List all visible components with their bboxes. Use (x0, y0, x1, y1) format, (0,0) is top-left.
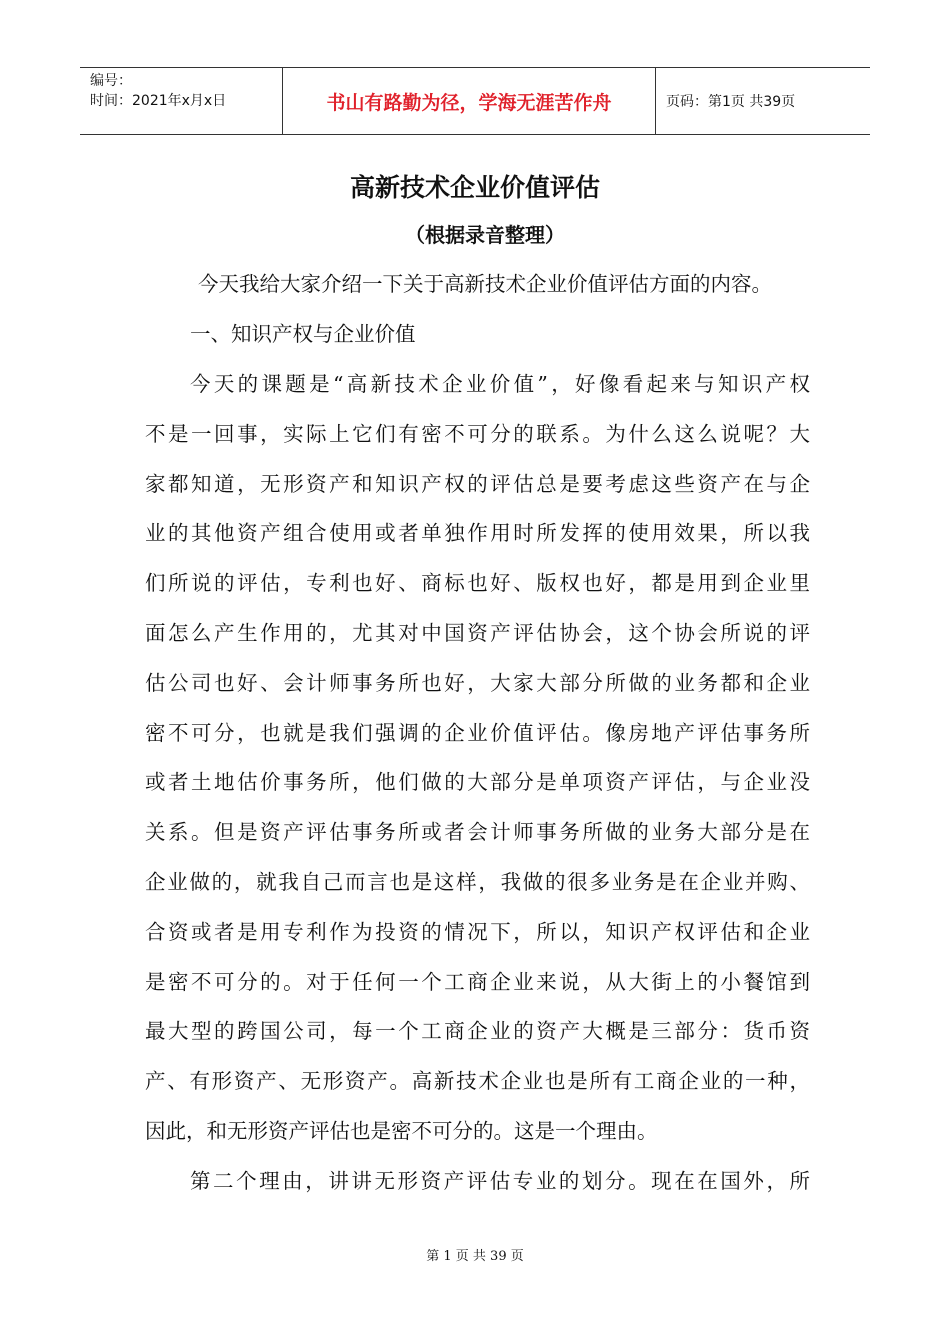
document-subtitle: （根据录音整理） (405, 223, 565, 247)
document-title: 高新技术企业价值评估 (349, 173, 600, 202)
body-line: 今天我给大家介绍一下关于高新技术企业价值评估方面的内容。 (198, 272, 772, 296)
body-line: 家都知道，无形资产和知识产权的评估总是要考虑这些资产在与企 (145, 472, 810, 496)
body-line: 密不可分，也就是我们强调的企业价值评估。像房地产评估事务所 (145, 721, 810, 745)
body-line: 面怎么产生作用的，尤其对中国资产评估协会，这个协会所说的评 (145, 621, 810, 645)
document-time: 时间：2021年x月x日 (90, 93, 227, 109)
header-page-info: 页码：第1页 共39页 (666, 94, 796, 110)
body-line: 第二个理由，讲讲无形资产评估专业的划分。现在在国外，所 (190, 1169, 810, 1193)
body-line: 估公司也好、会计师事务所也好，大家大部分所做的业务都和企业 (145, 671, 810, 695)
body-line: 关系。但是资产评估事务所或者会计师事务所做的业务大部分是在 (145, 820, 810, 844)
section-heading: 一、知识产权与企业价值 (190, 322, 416, 346)
body-line: 不是一回事，实际上它们有密不可分的联系。为什么这么说呢？大 (145, 422, 810, 446)
header-meta (80, 68, 283, 134)
body-line: 企业做的，就我自己而言也是这样，我做的很多业务是在企业并购、 (145, 870, 810, 894)
body-line: 们所说的评估，专利也好、商标也好、版权也好，都是用到企业里 (145, 571, 810, 595)
body-line: 产、有形资产、无形资产。高新技术企业也是所有工商企业的一种， (145, 1069, 810, 1093)
document-number: 编号： (90, 73, 132, 89)
page-footer: 第 1 页 共 39 页 (426, 1249, 524, 1264)
body-line: 合资或者是用专利作为投资的情况下，所以，知识产权评估和企业 (145, 920, 810, 944)
body-line: 最大型的跨国公司，每一个工商企业的资产大概是三部分：货币资 (145, 1019, 810, 1043)
body-line: 是密不可分的。对于任何一个工商企业来说，从大街上的小餐馆到 (145, 970, 810, 994)
header-table (80, 67, 870, 135)
header-motto: 书山有路勤为径，学海无涯苦作舟 (283, 68, 656, 134)
body-line: 因此，和无形资产评估也是密不可分的。这是一个理由。 (145, 1119, 658, 1143)
body-line: 业的其他资产组合使用或者单独作用时所发挥的使用效果，所以我 (145, 521, 810, 545)
body-line: 或者土地估价事务所，他们做的大部分是单项资产评估，与企业没 (145, 770, 810, 794)
body-line: 今天的课题是“高新技术企业价值”，好像看起来与知识产权 (190, 372, 810, 396)
